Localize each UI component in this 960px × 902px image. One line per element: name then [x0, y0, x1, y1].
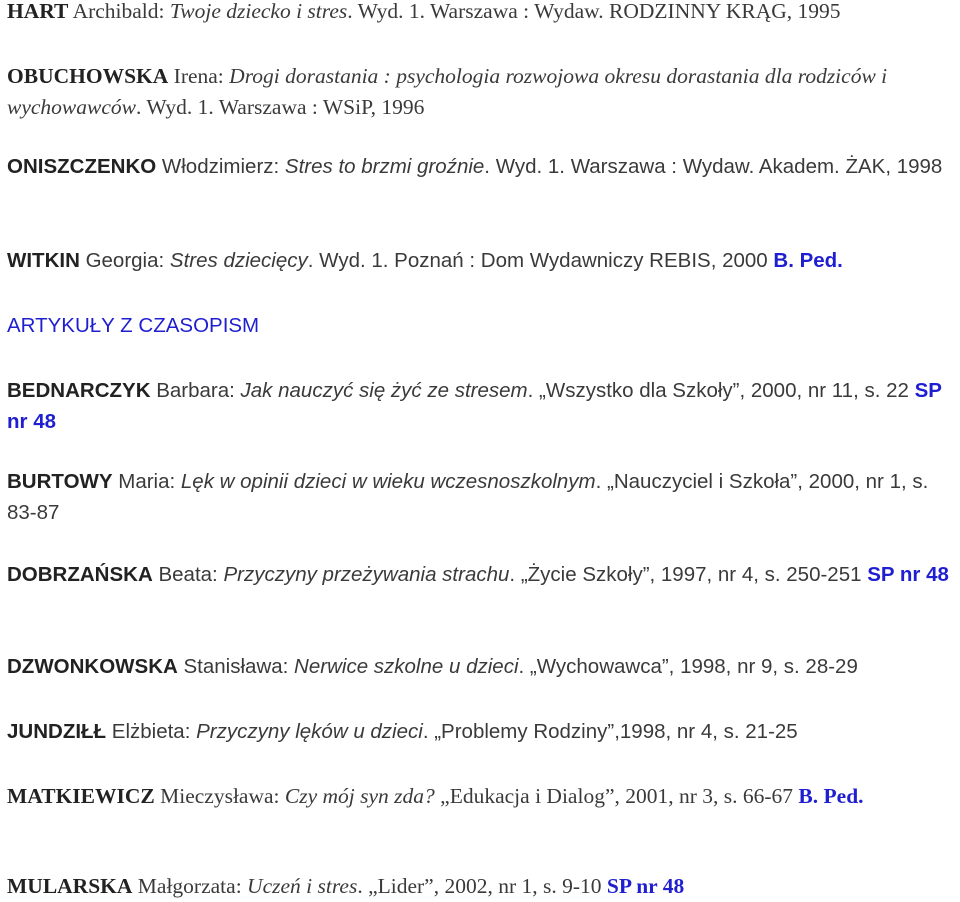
entry-details: . „Wszystko dla Szkoły”, 2000, nr 11, s. 22 [527, 379, 915, 402]
entry-author: OBUCHOWSKA [7, 64, 169, 88]
entry-title: Twoje dziecko i stres [169, 0, 348, 23]
entry-location: B. Ped. [773, 249, 843, 272]
entry-title: Czy mój syn zda? [284, 784, 435, 808]
article-entry [7, 559, 957, 590]
entry-name: Małgorzata: [132, 874, 248, 898]
entry-name: Włodzimierz: [156, 155, 285, 178]
entry-details: . Wyd. 1. Poznań : Dom Wydawniczy REBIS, 2000 [307, 249, 774, 272]
entry-name: Irena: [168, 64, 230, 88]
entry-name: Stanisława: [177, 655, 295, 678]
entry-author: JUNDZIŁŁ [7, 720, 107, 743]
entry-author: DOBRZAŃSKA [7, 563, 153, 586]
entry-name: Maria: [112, 470, 181, 493]
book-entry [7, 0, 957, 27]
entry-name: Archibald: [68, 0, 170, 23]
entry-title: Uczeń i stres [247, 874, 358, 898]
article-entry [7, 716, 957, 747]
section-heading: ARTYKUŁY Z CZASOPISM [7, 314, 260, 337]
entry-author: ONISZCZENKO [7, 155, 157, 178]
article-entry [7, 871, 957, 902]
entry-name: Barbara: [150, 379, 241, 402]
article-entry [7, 466, 957, 528]
entry-location: B. Ped. [798, 784, 864, 808]
entry-location: SP nr 48 [867, 563, 949, 586]
entry-name: Georgia: [79, 249, 170, 272]
entry-name: Beata: [152, 563, 224, 586]
entry-title: Lęk w opinii dzieci w wieku wczesnoszkolnym [180, 470, 596, 493]
entry-details: . „Nauczyciel i Szkoła”, 2000, nr 1, s. 83-87 [7, 470, 929, 524]
entry-details: . Wyd. 1. Warszawa : Wydaw. RODZINNY KRĄG, 1995 [347, 0, 841, 23]
entry-author: MATKIEWICZ [7, 784, 155, 808]
entry-author: HART [7, 0, 69, 23]
entry-details: . „Lider”, 2002, nr 1, s. 9-10 [357, 874, 607, 898]
entry-details: . „Życie Szkoły”, 1997, nr 4, s. 250-251 [509, 563, 868, 586]
entry-details: . „Wychowawca”, 1998, nr 9, s. 28-29 [518, 655, 858, 678]
entry-author: DZWONKOWSKA [7, 655, 178, 678]
entry-author: BURTOWY [7, 470, 113, 493]
entry-location: SP nr 48 [606, 874, 685, 898]
entry-details: „Edukacja i Dialog”, 2001, nr 3, s. 66-67 [434, 784, 799, 808]
entry-name: Mieczysława: [154, 784, 285, 808]
entry-title: Przyczyny lęków u dzieci [196, 720, 423, 743]
book-entry [7, 61, 957, 123]
entry-title: Stres dziecięcy [169, 249, 308, 272]
entry-title: Drogi dorastania : psychologia rozwojowa okresu dorastania dla rodziców i wychowawców [7, 64, 888, 119]
entry-title: Nerwice szkolne u dzieci [294, 655, 519, 678]
entry-name: Elżbieta: [106, 720, 197, 743]
book-entry [7, 245, 957, 276]
article-entry [7, 781, 957, 812]
entry-author: WITKIN [7, 249, 80, 272]
entry-title: Przyczyny przeżywania strachu [223, 563, 510, 586]
entry-title: Jak nauczyć się żyć ze stresem [240, 379, 528, 402]
article-entry [7, 651, 957, 682]
entry-author: BEDNARCZYK [7, 379, 151, 402]
book-entry [7, 151, 957, 182]
entry-title: Stres to brzmi groźnie [284, 155, 485, 178]
article-entry [7, 375, 957, 437]
entry-details: . Wyd. 1. Warszawa : Wydaw. Akadem. ŻAK, 1998 [484, 155, 943, 178]
entry-location: SP nr 48 [7, 379, 942, 433]
entry-details: . Wyd. 1. Warszawa : WSiP, 1996 [136, 95, 425, 119]
entry-details: . „Problemy Rodziny”,1998, nr 4, s. 21-25 [422, 720, 798, 743]
entry-author: MULARSKA [7, 874, 133, 898]
